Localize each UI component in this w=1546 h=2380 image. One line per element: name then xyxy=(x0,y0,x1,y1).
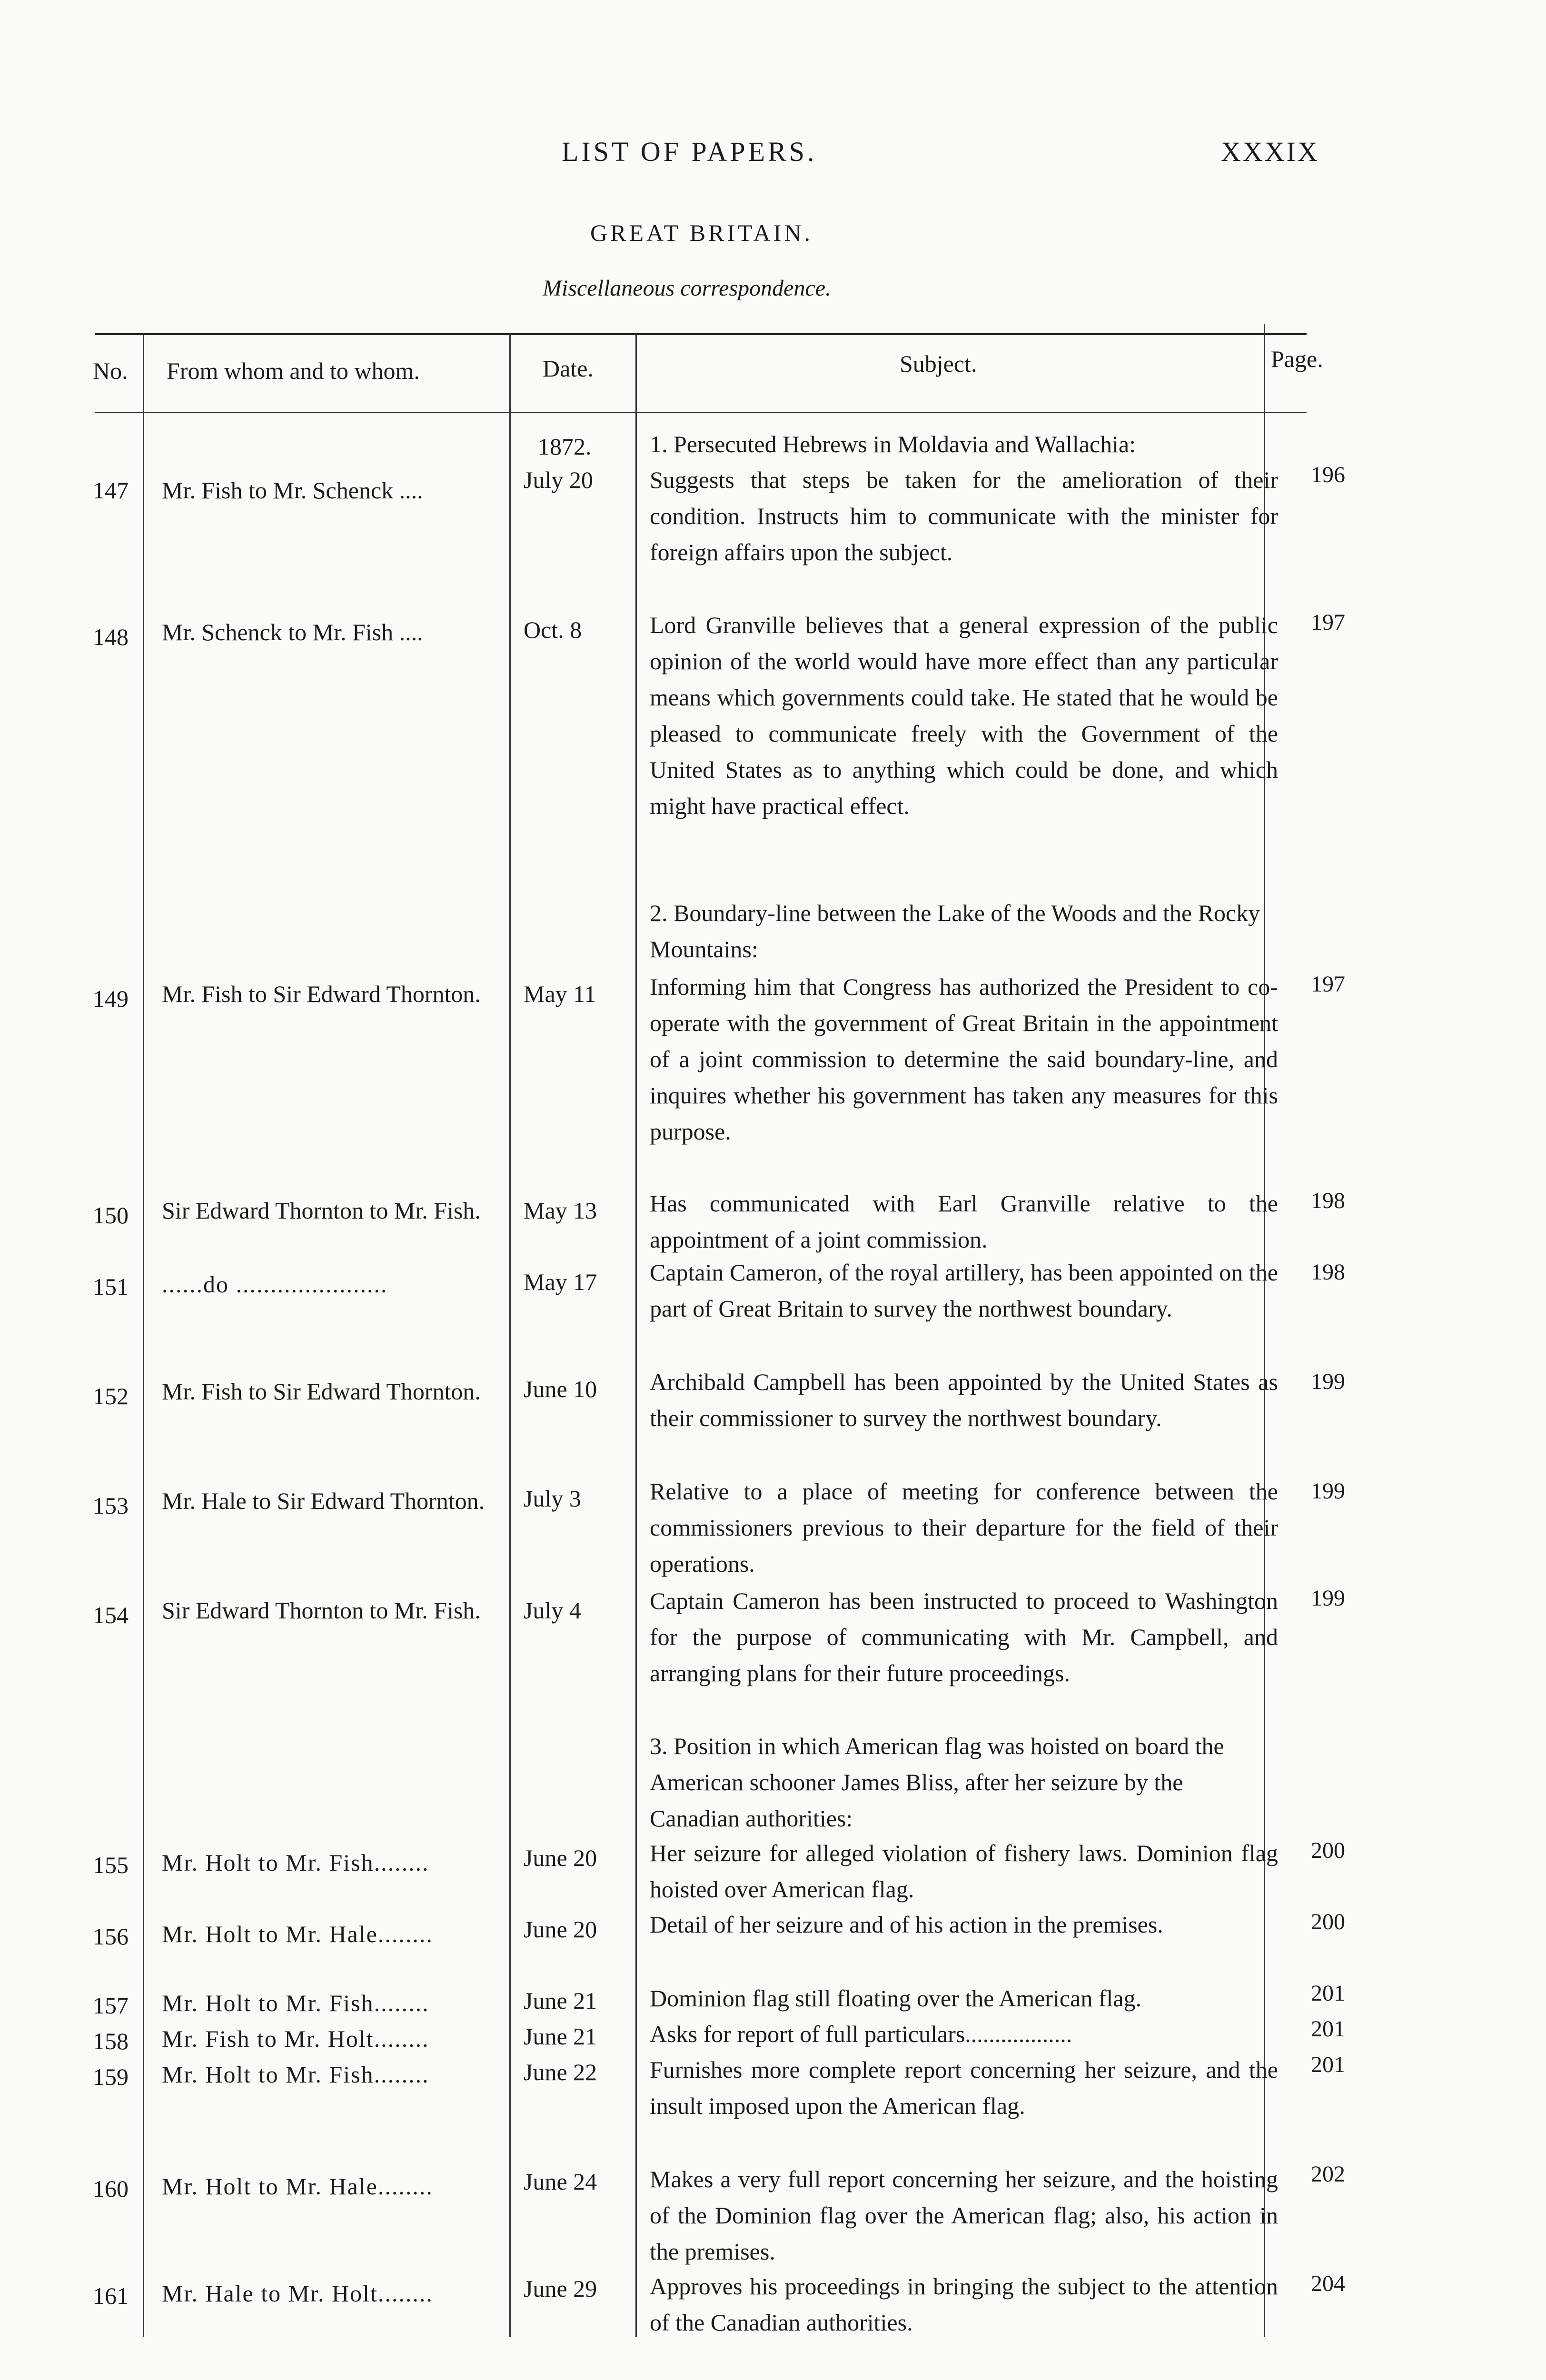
group-heading: 1. Persecuted Hebrews in Moldavia and Wallachia: xyxy=(650,431,1136,457)
row-subject: Informing him that Congress has authorized the President to co-operate with the government of Great Britain in the appointment of a joint commission to determine the said boundary-line, and inquires whether his government has taken any measures for this purpose. xyxy=(650,973,1278,1145)
row-date: June 29 xyxy=(524,2275,597,2302)
col-header-from: From whom and to whom. xyxy=(167,357,420,384)
row-page: 200 xyxy=(1311,1838,1345,1863)
row-page: 202 xyxy=(1311,2162,1345,2187)
country-heading: GREAT BRITAIN. xyxy=(590,219,813,246)
group-heading: 2. Boundary-line between the Lake of the Woods and the Rocky Mountains: xyxy=(650,900,1260,962)
row-subject: Approves his proceedings in bringing the subject to the attention of the Canadian authorities. xyxy=(650,2273,1278,2336)
row-date: July 3 xyxy=(524,1485,581,1512)
table-header-rule xyxy=(95,412,1307,413)
row-subject: Archibald Campbell has been appointed by the United States as their commissioner to survey the northwest boundary. xyxy=(650,1368,1278,1431)
section-title: Miscellaneous correspondence. xyxy=(543,276,832,301)
column-divider xyxy=(143,333,144,2337)
row-date: June 20 xyxy=(524,1916,597,1943)
row-page: 197 xyxy=(1311,972,1345,997)
row-subject: Captain Cameron, of the royal artillery, has been appointed on the part of Great Britain to survey the northwest boundary. xyxy=(650,1259,1278,1322)
row-no: 148 xyxy=(93,624,129,650)
row-page: 199 xyxy=(1311,1369,1345,1394)
row-no: 160 xyxy=(93,2175,129,2202)
row-subject: Asks for report of full particulars.................. xyxy=(650,2021,1072,2047)
row-no: 159 xyxy=(93,2063,129,2090)
page-number: XXXIX xyxy=(1221,136,1319,167)
row-from: Mr. Holt to Mr. Hale........ xyxy=(162,1921,433,1947)
row-no: 154 xyxy=(93,1602,129,1628)
row-subject: Relative to a place of meeting for conference between the commissioners previous to their departure for the field of their operations. xyxy=(650,1478,1278,1577)
row-no: 153 xyxy=(93,1492,129,1519)
row-from: Mr. Hale to Mr. Holt........ xyxy=(162,2280,433,2307)
row-no: 150 xyxy=(93,1202,129,1229)
row-date: Oct. 8 xyxy=(524,616,582,643)
group-heading: 3. Position in which American flag was hoisted on board the American schooner James Bliss, after her seizure by the Canadian authorities: xyxy=(650,1733,1224,1832)
row-page: 197 xyxy=(1311,610,1345,635)
row-no: 161 xyxy=(93,2282,129,2309)
row-from: Mr. Fish to Sir Edward Thornton. xyxy=(162,981,481,1007)
row-from: Mr. Holt to Mr. Fish........ xyxy=(162,2061,429,2088)
row-from: Mr. Fish to Mr. Holt........ xyxy=(162,2025,429,2052)
row-subject: Captain Cameron has been instructed to proceed to Washington for the purpose of communicating with Mr. Campbell, and arranging plans for their future proceedings. xyxy=(650,1587,1278,1686)
row-date: May 11 xyxy=(524,981,596,1007)
row-page: 201 xyxy=(1311,1981,1345,2006)
row-page: 198 xyxy=(1311,1259,1345,1285)
row-subject: Furnishes more complete report concerning her seizure, and the insult imposed upon the American flag. xyxy=(650,2056,1278,2119)
row-page: 200 xyxy=(1311,1909,1345,1934)
row-from: Mr. Holt to Mr. Hale........ xyxy=(162,2173,433,2200)
row-subject: Detail of her seizure and of his action in the premises. xyxy=(650,1911,1163,1938)
col-header-no: No. xyxy=(93,357,128,384)
row-page: 198 xyxy=(1311,1188,1345,1213)
row-date: June 20 xyxy=(524,1844,597,1871)
row-from: Sir Edward Thornton to Mr. Fish. xyxy=(162,1197,481,1224)
table-top-rule xyxy=(95,333,1307,335)
row-from: Mr. Holt to Mr. Fish........ xyxy=(162,1849,429,1876)
col-header-page: Page. xyxy=(1271,346,1323,372)
row-no: 158 xyxy=(93,2028,129,2054)
row-from: Mr. Fish to Mr. Schenck .... xyxy=(162,477,423,504)
row-date: May 17 xyxy=(524,1269,597,1295)
row-subject: Makes a very full report concerning her seizure, and the hoisting of the Dominion flag over the American flag; also, his action in the premises. xyxy=(650,2166,1278,2265)
page-title: LIST OF PAPERS. xyxy=(562,136,817,167)
col-header-date: Date. xyxy=(543,355,594,382)
row-no: 152 xyxy=(93,1383,129,1409)
row-date: May 13 xyxy=(524,1197,597,1224)
row-from: Mr. Hale to Sir Edward Thornton. xyxy=(162,1488,485,1514)
row-date: June 22 xyxy=(524,2059,597,2085)
row-date: June 10 xyxy=(524,1376,597,1402)
row-page: 204 xyxy=(1311,2271,1345,2296)
row-date: June 21 xyxy=(524,1987,597,2014)
row-subject: Suggests that steps be taken for the amelioration of their condition. Instructs him to communicate with the minister for foreign affairs upon the subject. xyxy=(650,466,1278,565)
row-no: 155 xyxy=(93,1852,129,1878)
row-date: June 21 xyxy=(524,2023,597,2050)
row-from: Sir Edward Thornton to Mr. Fish. xyxy=(162,1597,481,1624)
row-from: Mr. Fish to Sir Edward Thornton. xyxy=(162,1378,481,1405)
row-no: 149 xyxy=(93,985,129,1012)
row-no: 157 xyxy=(93,1992,129,2019)
row-page: 196 xyxy=(1311,462,1345,487)
row-subject: Has communicated with Earl Granville relative to the appointment of a joint commission. xyxy=(650,1190,1278,1253)
row-from: ......do ...................... xyxy=(162,1271,388,1298)
row-date: July 4 xyxy=(524,1597,581,1624)
row-subject: Lord Granville believes that a general expression of the public opinion of the world would have more effect than any particular means which governments could take. He stated that he would be pleased to communicate freely with the Government of the United States as to anything which could be done, and which might have practical effect. xyxy=(650,612,1278,819)
row-page: 201 xyxy=(1311,2052,1345,2077)
row-subject: Dominion flag still floating over the American flag. xyxy=(650,1985,1142,2012)
row-subject: Her seizure for alleged violation of fishery laws. Dominion flag hoisted over American flag. xyxy=(650,1840,1278,1903)
row-date: June 24 xyxy=(524,2168,597,2195)
row-page: 201 xyxy=(1311,2016,1345,2042)
row-no: 147 xyxy=(93,477,129,504)
year-label: 1872. xyxy=(538,433,592,460)
row-no: 156 xyxy=(93,1923,129,1950)
row-page: 199 xyxy=(1311,1478,1345,1504)
row-from: Mr. Holt to Mr. Fish........ xyxy=(162,1990,429,2016)
col-header-subject: Subject. xyxy=(900,350,977,377)
row-page: 199 xyxy=(1311,1586,1345,1611)
row-from: Mr. Schenck to Mr. Fish .... xyxy=(162,619,423,645)
row-no: 151 xyxy=(93,1273,129,1300)
row-date: July 20 xyxy=(524,466,593,493)
